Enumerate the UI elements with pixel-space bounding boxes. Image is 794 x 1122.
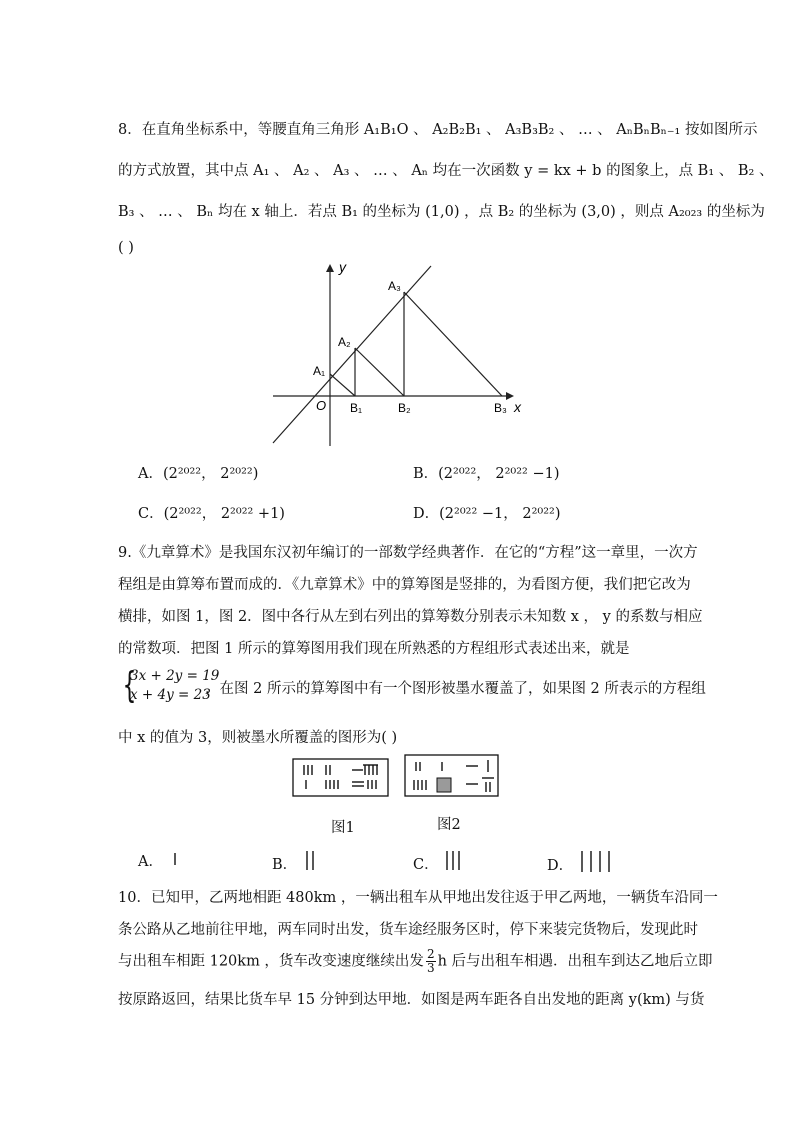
fraction-denominator: 3	[426, 961, 435, 975]
fraction-numerator: 2	[426, 947, 435, 961]
double-rod-icon	[302, 850, 320, 872]
equation-2: x + 4y = 23	[130, 687, 211, 703]
label-b3: B₃	[494, 401, 507, 415]
y-axis-label: y	[339, 259, 346, 275]
single-rod-icon	[168, 852, 182, 868]
x-axis-label: x	[514, 399, 521, 415]
q8-line-4: ( )	[118, 240, 134, 256]
q8-option-c[interactable]: C．(2²⁰²²， 2²⁰²² +1)	[138, 506, 285, 522]
q8-option-a[interactable]: A．(2²⁰²²， 2²⁰²²)	[138, 466, 259, 482]
fraction-two-thirds	[426, 948, 436, 975]
label-a2: A₂	[338, 335, 351, 349]
label-a3: A₃	[388, 279, 401, 293]
q9-line-5: ，在图 2 所示的算筹图中有一个图形被墨水覆盖了，如果图 2 所表示的方程组	[205, 681, 706, 697]
label-b2: B₂	[398, 401, 411, 415]
q9-option-c[interactable]	[413, 850, 465, 874]
q9-line-3: 横排，如图 1，图 2．图中各行从左到右列出的算筹数分别表示未知数 x ， y 的系数与相应	[118, 609, 703, 625]
q9-line-2: 程组是由算筹布置而成的．《九章算术》中的算筹图是竖排的，为看图方便，我们把它改为	[118, 577, 691, 593]
origin-label: O	[316, 398, 327, 413]
q9-option-d[interactable]	[547, 850, 614, 875]
q10-line-3-start: 与出租车相距 120km ，货车改变速度继续出发	[118, 953, 424, 970]
q8-line-3: B₃ 、 … 、 Bₙ 均在 x 轴上．若点 B₁ 的坐标为 (1,0) ，点 B₂ 的坐标为 (3,0) ，则点 A₂₀₂₃ 的坐标为	[118, 204, 765, 220]
q10-line-3	[118, 948, 713, 975]
counting-rod-figure-2	[404, 754, 500, 798]
triple-rod-icon	[443, 850, 465, 872]
q9-line-1: 9.《九章算术》是我国东汉初年编订的一部数学经典著作．在它的“方程”这一章里，一次方	[118, 545, 698, 561]
q9-line-6: 中 x 的值为 3，则被墨水所覆盖的图形为( )	[118, 730, 398, 746]
q9-option-b-label: B．	[272, 857, 298, 873]
figure-1-caption: 图1	[331, 820, 355, 836]
q9-option-c-label: C．	[413, 857, 439, 873]
q9-option-b[interactable]	[272, 850, 320, 874]
q8-option-b[interactable]: B．(2²⁰²²， 2²⁰²² −1)	[413, 466, 560, 482]
ink-covered-square	[437, 778, 451, 792]
q8-line-1: 8．在直角坐标系中，等腰直角三角形 A₁B₁O 、 A₂B₂B₁ 、 A₃B₃B₂ 、 … 、 AₙBₙBₙ₋₁ 按如图所示	[118, 122, 758, 138]
q8-figure	[270, 258, 530, 448]
quadruple-rod-icon	[578, 850, 614, 874]
equation-1: 3x + 2y = 19	[130, 668, 220, 684]
q8-line-2: 的方式放置，其中点 A₁ 、 A₂ 、 A₃ 、 … 、 Aₙ 均在一次函数 y = kx + b 的图象上，点 B₁ 、 B₂ 、	[118, 163, 774, 179]
q9-option-a-label: A．	[138, 854, 163, 870]
q9-option-d-label: D．	[547, 858, 574, 874]
q8-option-d[interactable]: D．(2²⁰²² −1， 2²⁰²²)	[413, 506, 561, 522]
q10-line-4: 按原路返回，结果比货车早 15 分钟到达甲地．如图是两车距各自出发地的距离 y(km) 与货	[118, 992, 705, 1008]
q10-line-2: 条公路从乙地前往甲地，两车同时出发，货车途经服务区时，停下来装完货物后，发现此时	[118, 922, 698, 938]
label-b1: B₁	[350, 401, 363, 415]
brace-icon: {	[122, 665, 137, 706]
counting-rod-figure-1	[292, 758, 392, 798]
figure-2-caption: 图2	[437, 817, 461, 833]
q10-line-1: 10．已知甲，乙两地相距 480km ，一辆出租车从甲地出发往返于甲乙两地，一辆货车沿同一	[118, 890, 718, 906]
q9-line-4: 的常数项．把图 1 所示的算筹图用我们现在所熟悉的方程组形式表述出来，就是	[118, 641, 630, 657]
q10-line-3-end: h 后与出租车相遇．出租车到达乙地后立即	[437, 953, 713, 970]
q9-option-a[interactable]	[138, 850, 182, 871]
label-a1: A₁	[313, 364, 326, 378]
